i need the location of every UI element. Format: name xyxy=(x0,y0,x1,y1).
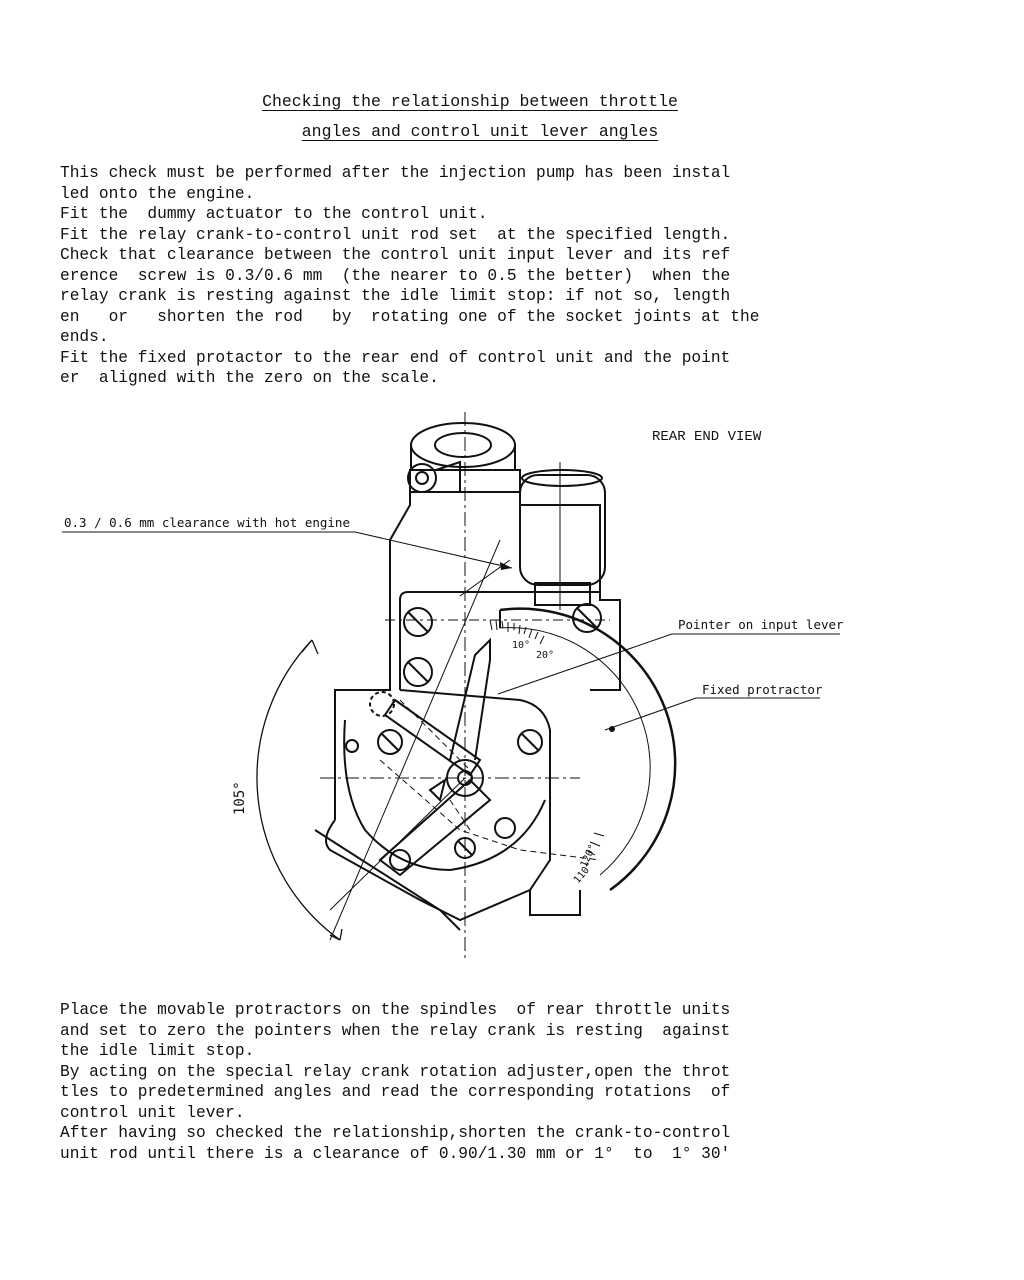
outro-line: the idle limit stop. xyxy=(60,1042,255,1060)
intro-line: relay crank is resting against the idle limit stop: if not so, length xyxy=(60,287,731,305)
intro-line: Fit the dummy actuator to the control unit. xyxy=(60,205,488,223)
intro-line: ends. xyxy=(60,328,109,346)
outro-line: Place the movable protractors on the spindles of rear throttle units xyxy=(60,1001,731,1019)
outro-line: and set to zero the pointers when the relay crank is resting against xyxy=(60,1021,731,1040)
rear-end-view-diagram xyxy=(0,400,1024,960)
clearance-label: 0.3 / 0.6 mm clearance with hot engine xyxy=(64,515,350,530)
outro-line: unit rod until there is a clearance of 0.90/1.30 mm or 1° to 1° 30' xyxy=(60,1144,731,1163)
intro-line: er aligned with the zero on the scale. xyxy=(60,369,439,387)
title-line-2: angles and control unit lever angles xyxy=(301,122,659,141)
scale-label-20: 20° xyxy=(536,650,555,661)
outro-line: control unit lever. xyxy=(60,1103,245,1122)
scale-label-120: 120° xyxy=(578,842,599,870)
protractor-label: Fixed protractor xyxy=(702,682,823,697)
outro-line: By acting on the special relay crank rotation adjuster,open the throt xyxy=(60,1062,731,1081)
intro-line: This check must be performed after the injection pump has been instal xyxy=(60,164,731,182)
outro-line: tles to predetermined angles and read the corresponding rotations of xyxy=(60,1083,731,1101)
rear-end-view-label: REAR END VIEW xyxy=(652,429,762,445)
intro-line: erence screw is 0.3/0.6 mm (the nearer to 0.5 the better) when the xyxy=(60,266,731,285)
intro-line: Check that clearance between the control unit input lever and its ref xyxy=(60,246,731,264)
title-line-1: Checking the relationship between throttle xyxy=(262,92,678,111)
intro-paragraph xyxy=(60,163,870,389)
outro-paragraph xyxy=(60,1000,870,1164)
intro-line: Fit the relay crank-to-control unit rod set at the specified length. xyxy=(60,225,731,244)
angle-label: 105° xyxy=(232,781,248,815)
intro-line: Fit the fixed protactor to the rear end of control unit and the point xyxy=(60,348,731,367)
scale-label-10: 10° xyxy=(512,640,531,651)
outro-line: After having so checked the relationship,shorten the crank-to-control xyxy=(60,1124,731,1142)
intro-line: en or shorten the rod by rotating one of the socket joints at the xyxy=(60,307,760,326)
pointer-label: Pointer on input lever xyxy=(678,617,844,632)
scale-label-110: 110° xyxy=(571,860,596,886)
intro-line: led onto the engine. xyxy=(60,184,255,203)
